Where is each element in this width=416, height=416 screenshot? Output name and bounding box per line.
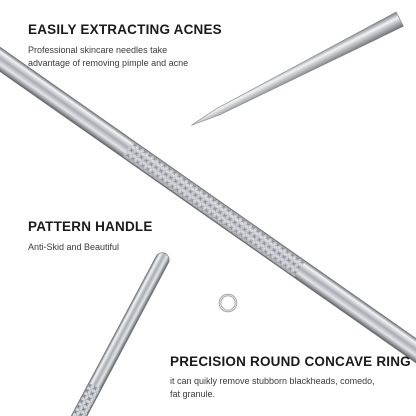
- description-line: advantage of removing pimple and acne: [28, 58, 189, 68]
- section-description-ring: [170, 375, 375, 401]
- description-line: Anti-Skid and Beautiful: [28, 242, 120, 252]
- description-line: fat granule.: [170, 389, 216, 399]
- section-heading-acne: EASILY EXTRACTING ACNES: [28, 22, 222, 37]
- description-line: Professional skincare needles take: [28, 45, 168, 55]
- section-heading-ring: PRECISION ROUND CONCAVE RING: [170, 354, 411, 369]
- description-line: it can quikly remove stubborn blackheads, comedo,: [170, 376, 375, 386]
- pattern-handle: [0, 37, 416, 372]
- section-heading-pattern-handle: PATTERN HANDLE: [28, 219, 153, 234]
- section-description-pattern-handle: [28, 241, 119, 254]
- section-description-acne: [28, 44, 188, 70]
